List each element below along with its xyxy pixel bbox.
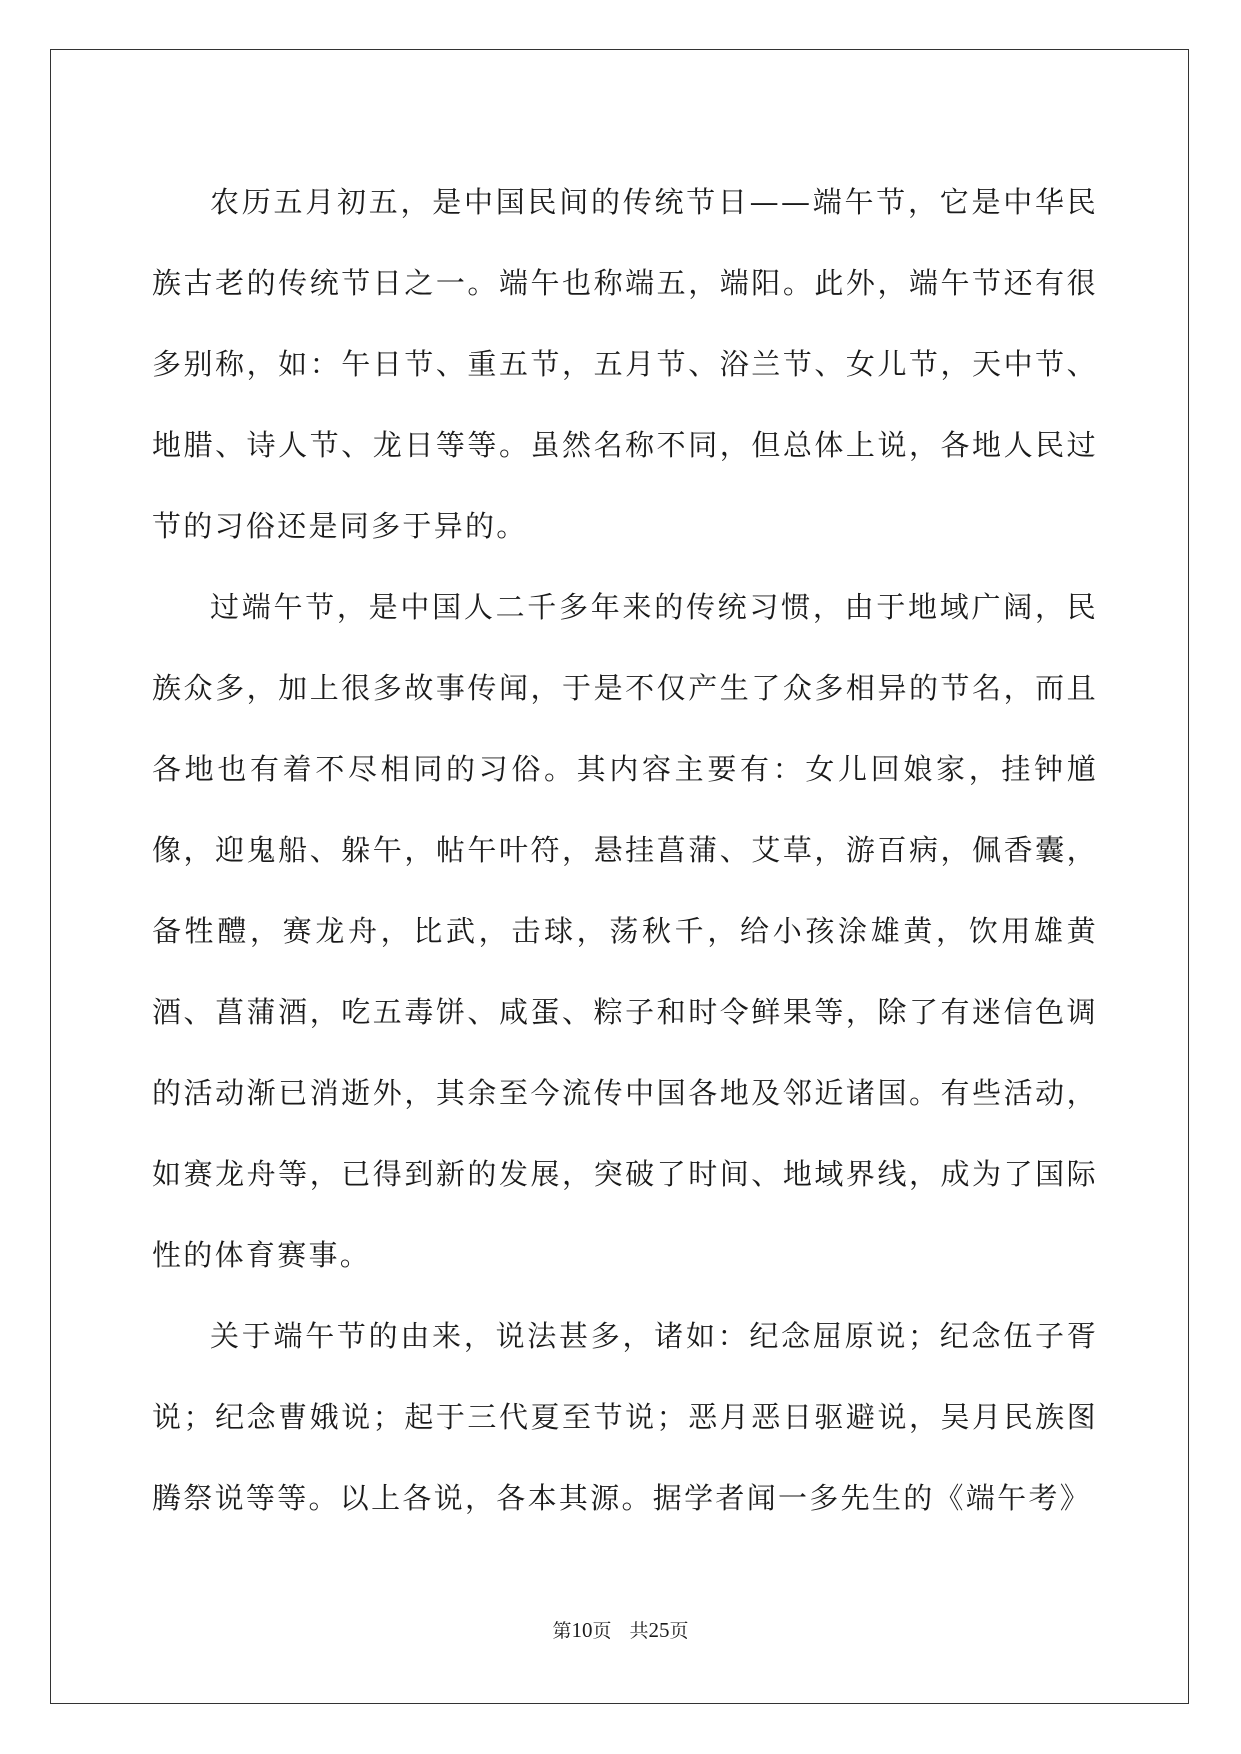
page-footer: [0, 1616, 1241, 1643]
total-suffix: 页: [669, 1620, 689, 1642]
total-page-number: 25: [648, 1618, 670, 1642]
page-suffix: 页: [592, 1620, 612, 1642]
document-body: [152, 162, 1098, 1539]
paragraph-2: 过端午节，是中国人二千多年来的传统习惯，由于地域广阔，民族众多，加上很多故事传闻，于是不仅产生了众多相异的节名，而且各地也有着不尽相同的习俗。其内容主要有：女儿回娘家，挂钟馗像，迎鬼船、躲午，帖午叶符，悬挂菖蒲、艾草，游百病，佩香囊，备牲醴，赛龙舟，比武，击球，荡秋千，给小孩涂雄黄，饮用雄黄酒、菖蒲酒，吃五毒饼、咸蛋、粽子和时令鲜果等，除了有迷信色调的活动渐已消逝外，其余至今流传中国各地及邻近诸国。有些活动，如赛龙舟等，已得到新的发展，突破了时间、地域界线，成为了国际性的体育赛事。: [152, 590, 1098, 1272]
paragraph-1: 农历五月初五，是中国民间的传统节日——端午节，它是中华民族古老的传统节日之一。端午也称端五，端阳。此外，端午节还有很多别称，如：午日节、重五节，五月节、浴兰节、女儿节，天中节、地腊、诗人节、龙日等等。虽然名称不同，但总体上说，各地人民过节的习俗还是同多于异的。: [152, 185, 1098, 543]
paragraph-3: 关于端午节的由来，说法甚多，诸如：纪念屈原说；纪念伍子胥说；纪念曹娥说；起于三代夏至节说；恶月恶日驱避说，吴月民族图腾祭说等等。以上各说，各本其源。据学者闻一多先生的《端午考》: [152, 1319, 1098, 1515]
page-prefix: 第: [552, 1620, 572, 1642]
current-page-number: 10: [571, 1618, 593, 1642]
total-prefix: 共: [629, 1620, 649, 1642]
